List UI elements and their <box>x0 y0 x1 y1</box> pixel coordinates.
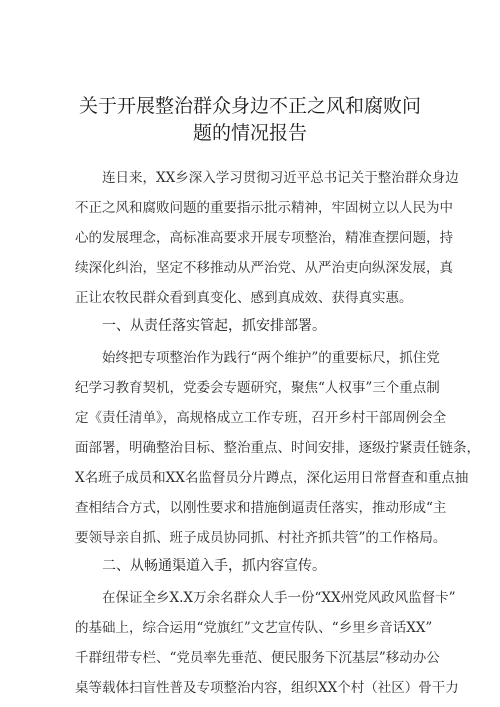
section-1-line-1: 始终把专项整治作为践行“两个维护”的重要标尺，抓住党 <box>102 350 440 366</box>
intro-line-3: 心的发展理念，高标准高要求开展专项整治，精准查摆问题，持 <box>75 230 453 246</box>
intro-line-1: 连日来，XX乡深入学习贯彻习近平总书记关于整治群众身边 <box>102 170 459 186</box>
section-1-line-4: 面部署，明确整治目标、整治重点、时间安排，逐级拧紧责任链条， <box>75 440 480 456</box>
section-2-heading: 二、从畅通渠道入手，抓内容宣传。 <box>102 558 326 574</box>
document-title-line-2: 题的情况报告 <box>192 122 307 144</box>
section-1-line-2: 纪学习教育契机，党委会专题研究，聚焦“人权事”三个重点制 <box>75 380 440 396</box>
section-2-line-4: 桌等载体扫盲性普及专项整治内容，组织XX个村（社区）骨干力 <box>75 680 459 696</box>
document-title-line-1: 关于开展整治群众身边不正之风和腐败问 <box>78 95 421 117</box>
intro-line-2: 不正之风和腐败问题的重要指示批示精神，牢固树立以人民为中 <box>75 200 453 216</box>
section-1-line-5: X名班子成员和XX名监督员分片蹲点，深化运用日常督查和重点抽 <box>75 470 469 486</box>
section-2-line-3: 千群纽带专栏、“党员率先垂范、便民服务下沉基层”移动办公 <box>75 650 440 666</box>
intro-line-4: 续深化纠治，坚定不移推动从严治党、从严治吏向纵深发展，真 <box>75 260 453 276</box>
section-2-line-1: 在保证全乡X.X万余名群众人手一份“XX州党风政风监督卡” <box>102 590 456 606</box>
section-1-heading: 一、从责任落实管起，抓安排部署。 <box>102 318 326 334</box>
section-1-line-3: 定《责任清单》，高规格成立工作专班，召开乡村干部周例会全 <box>75 410 447 426</box>
intro-line-5: 正让农牧民群众看到真变化、感到真成效、获得真实惠。 <box>75 290 413 306</box>
section-1-line-7: 要领导亲自抓、班子成员协同抓、村社齐抓共管”的工作格局。 <box>75 530 447 546</box>
section-2-line-2: 的基础上，综合运用“党旗红”文艺宣传队、“乡里乡音话XX” <box>75 620 433 636</box>
section-1-line-6: 查相结合方式，以刚性要求和措施倒逼责任落实，推动形成“主 <box>75 500 447 516</box>
